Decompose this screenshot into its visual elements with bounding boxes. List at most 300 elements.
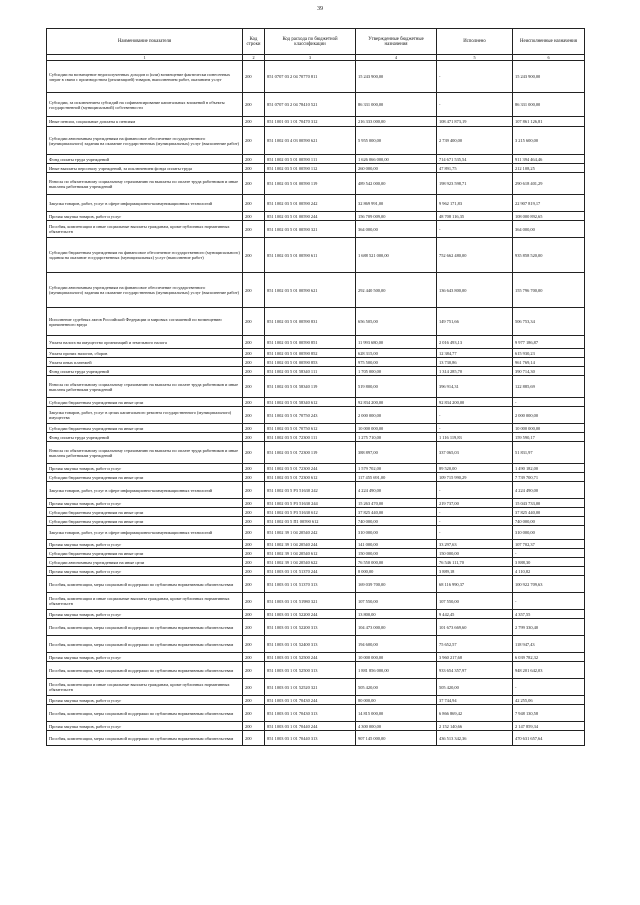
row-name: Субсидии бюджетным учреждениям на иные цели <box>47 549 243 558</box>
row-approved: 1 881 856 000,00 <box>356 662 437 679</box>
row-unexecuted: 107 861 126,81 <box>513 117 585 127</box>
row-line-code: 200 <box>243 722 265 731</box>
row-approved: 519 800,00 <box>356 376 437 398</box>
row-line-code: 200 <box>243 273 265 308</box>
table-row <box>47 610 585 619</box>
row-executed: - <box>437 61 513 93</box>
row-unexecuted: 15 043 733,00 <box>513 499 585 508</box>
row-executed: 752 662 480,00 <box>437 238 513 273</box>
row-unexecuted: 1 490 182,00 <box>513 464 585 473</box>
table-row <box>47 93 585 117</box>
row-line-code: 200 <box>243 679 265 696</box>
row-unexecuted: 740 000,00 <box>513 517 585 526</box>
row-executed: 68 116 990,37 <box>437 576 513 593</box>
row-name: Субсидии бюджетным учреждениям на иные цели <box>47 508 243 517</box>
row-approved: 1 705 000,00 <box>356 367 437 376</box>
row-unexecuted: 935 858 520,00 <box>513 238 585 273</box>
row-approved: 1 579 702,00 <box>356 464 437 473</box>
row-kbk: 851 1002 03 5 01 00590 119 <box>265 173 356 195</box>
row-executed: 75 652,57 <box>437 636 513 653</box>
row-kbk: 851 1002 03 4 03 00590 621 <box>265 127 356 155</box>
row-name: Прочая закупка товаров, работ и услуг <box>47 567 243 576</box>
row-executed: 6 866 869,42 <box>437 705 513 722</box>
row-line-code: 200 <box>243 576 265 593</box>
table-row <box>47 127 585 155</box>
row-approved: 656 505,00 <box>356 308 437 336</box>
row-approved: 80 000,00 <box>356 696 437 705</box>
row-name: Субсидии автономным учреждениям на финансовое обеспечение государственного (муниципального) задания на оказание государственных (муниципальных) услуг (выполнение работ) <box>47 273 243 308</box>
row-executed: 101 673 669,60 <box>437 619 513 636</box>
row-name: Пособия, компенсации и иные социальные выплаты гражданам, кроме публичных нормативных обязательств <box>47 679 243 696</box>
row-unexecuted: 390 714,30 <box>513 367 585 376</box>
row-executed: 89 520,00 <box>437 464 513 473</box>
row-name: Субсидии бюджетным учреждениям на иные цели <box>47 424 243 433</box>
row-line-code: 200 <box>243 195 265 212</box>
row-line-code: 200 <box>243 238 265 273</box>
row-name: Субсидии бюджетным учреждениям на иные цели <box>47 398 243 407</box>
table-row <box>47 407 585 424</box>
row-line-code: 200 <box>243 336 265 349</box>
row-executed: 9 442,45 <box>437 610 513 619</box>
row-executed: 505 420,00 <box>437 679 513 696</box>
table-row <box>47 567 585 576</box>
table-row <box>47 433 585 442</box>
table-row <box>47 619 585 636</box>
row-line-code: 200 <box>243 221 265 238</box>
row-unexecuted: 108 000 892,65 <box>513 212 585 221</box>
table-row <box>47 549 585 558</box>
row-name: Субсидии, за исключением субсидий на софинансирование капитальных вложений в объекты государственной (муниципальной) собственности <box>47 93 243 117</box>
row-line-code: 200 <box>243 619 265 636</box>
row-approved: 2 000 000,00 <box>356 407 437 424</box>
row-kbk: 851 1003 03 1 01 52200 244 <box>265 610 356 619</box>
table-row <box>47 61 585 93</box>
row-executed: 1 314 285,70 <box>437 367 513 376</box>
row-approved: 975 500,00 <box>356 358 437 367</box>
table-row <box>47 442 585 464</box>
row-line-code: 200 <box>243 499 265 508</box>
row-line-code: 200 <box>243 442 265 464</box>
row-line-code: 200 <box>243 558 265 567</box>
row-name: Уплата прочих налогов, сборов <box>47 349 243 358</box>
row-unexecuted: - <box>513 549 585 558</box>
row-kbk: 851 1002 03 5 01 72300 244 <box>265 464 356 473</box>
row-name: Фонд оплаты труда учреждений <box>47 155 243 164</box>
row-unexecuted: 7 948 130,58 <box>513 705 585 722</box>
row-unexecuted: 9 977 186,87 <box>513 336 585 349</box>
row-approved: 5 955 000,00 <box>356 127 437 155</box>
row-unexecuted: 100 922 709,63 <box>513 576 585 593</box>
row-line-code: 200 <box>243 164 265 173</box>
row-unexecuted: 15 243 900,00 <box>513 61 585 93</box>
row-executed: 13 730,86 <box>437 358 513 367</box>
row-approved: 15 263 470,00 <box>356 499 437 508</box>
table-row <box>47 173 585 195</box>
row-name: Прочая закупка товаров, работ и услуг <box>47 610 243 619</box>
row-line-code: 200 <box>243 117 265 127</box>
row-approved: 107 550,00 <box>356 593 437 610</box>
row-executed: - <box>437 517 513 526</box>
row-approved: 14 815 000,00 <box>356 705 437 722</box>
row-unexecuted: 506 753,34 <box>513 308 585 336</box>
row-name: Субсидии бюджетным учреждениям на иные цели <box>47 473 243 482</box>
table-row <box>47 221 585 238</box>
row-unexecuted: - <box>513 679 585 696</box>
budget-execution-table <box>46 28 585 746</box>
column-number: 1 <box>47 55 243 61</box>
row-unexecuted: 22 907 819,17 <box>513 195 585 212</box>
row-executed: - <box>437 482 513 499</box>
row-kbk: 851 1003 03 1 01 51370 244 <box>265 567 356 576</box>
row-executed: 33 297,63 <box>437 540 513 549</box>
header-executed: Исполнено <box>437 29 513 55</box>
table-row <box>47 517 585 526</box>
row-line-code: 200 <box>243 636 265 653</box>
row-approved: 628 315,00 <box>356 349 437 358</box>
row-approved: 1 688 521 000,00 <box>356 238 437 273</box>
row-kbk: 851 1002 03 5 01 00590 244 <box>265 212 356 221</box>
row-kbk: 851 1002 03 5 01 00590 853 <box>265 358 356 367</box>
row-approved: 11 993 680,00 <box>356 336 437 349</box>
column-number: 2 <box>243 55 265 61</box>
row-executed: 107 550,00 <box>437 593 513 610</box>
row-line-code: 200 <box>243 662 265 679</box>
row-unexecuted: 118 947,43 <box>513 636 585 653</box>
row-approved: 169 039 700,00 <box>356 576 437 593</box>
row-approved: 92 834 200,00 <box>356 398 437 407</box>
table-row <box>47 499 585 508</box>
table-row <box>47 164 585 173</box>
row-approved: 86 331 000,00 <box>356 93 437 117</box>
row-approved: 216 333 000,00 <box>356 117 437 127</box>
row-executed: 219 737,00 <box>437 499 513 508</box>
row-kbk: 851 1003 03 1 01 52520 321 <box>265 679 356 696</box>
row-approved: 489 542 000,00 <box>356 173 437 195</box>
table-row <box>47 662 585 679</box>
header-name: Наименование показателя <box>47 29 243 55</box>
row-executed: 47 891,75 <box>437 164 513 173</box>
row-approved: 117 455 691,00 <box>356 473 437 482</box>
row-name: Иные пенсии, социальные доплаты к пенсиям <box>47 117 243 127</box>
row-kbk: 851 1002 03 5 01 58340 111 <box>265 367 356 376</box>
row-kbk: 851 1002 03 5 01 58340 612 <box>265 398 356 407</box>
row-approved: 1 626 066 000,00 <box>356 155 437 164</box>
row-unexecuted: 4 110,82 <box>513 567 585 576</box>
row-unexecuted: 290 618 401,29 <box>513 173 585 195</box>
row-executed: - <box>437 221 513 238</box>
row-unexecuted: 122 885,69 <box>513 376 585 398</box>
row-unexecuted: 107 702,37 <box>513 540 585 549</box>
row-name: Уплата иных платежей <box>47 358 243 367</box>
row-kbk: 851 1002 03 5 01 00590 321 <box>265 221 356 238</box>
row-name: Прочая закупка товаров, работ и услуг <box>47 653 243 662</box>
row-line-code: 200 <box>243 696 265 705</box>
row-unexecuted: 7 739 700,71 <box>513 473 585 482</box>
row-kbk: 851 1002 03 5 01 00590 852 <box>265 349 356 358</box>
table-row <box>47 117 585 127</box>
row-name: Исполнение судебных актов Российской Федерации и мировых соглашений по возмещению причиненного вреда <box>47 308 243 336</box>
row-kbk: 851 0707 03 2 04 78410 521 <box>265 93 356 117</box>
row-line-code: 200 <box>243 567 265 576</box>
row-name: Закупка товаров, работ, услуг в целях капитального ремонта государственного (муниципального) имущества <box>47 407 243 424</box>
row-executed: 76 546 111,70 <box>437 558 513 567</box>
table-row <box>47 336 585 349</box>
table-row <box>47 722 585 731</box>
row-name: Уплата налога на имущество организаций и земельного налога <box>47 336 243 349</box>
row-line-code: 200 <box>243 155 265 164</box>
row-kbk: 851 1002 03 5 01 00590 242 <box>265 195 356 212</box>
page-number: 39 <box>317 6 323 12</box>
row-line-code: 200 <box>243 407 265 424</box>
row-approved: 1 275 710,00 <box>356 433 437 442</box>
row-unexecuted: 364 000,00 <box>513 221 585 238</box>
row-name: Пособия, компенсации, меры социальной поддержки по публичным нормативным обязательствам <box>47 662 243 679</box>
row-line-code: 200 <box>243 212 265 221</box>
row-kbk: 851 1002 03 5 01 00590 111 <box>265 155 356 164</box>
row-executed: 48 708 116,35 <box>437 212 513 221</box>
row-unexecuted: 470 631 657,64 <box>513 731 585 746</box>
row-line-code: 200 <box>243 705 265 722</box>
row-kbk: 851 1003 03 1 01 52400 313 <box>265 636 356 653</box>
row-approved: 37 825 440,00 <box>356 508 437 517</box>
table-row <box>47 464 585 473</box>
row-line-code: 200 <box>243 517 265 526</box>
table-row <box>47 358 585 367</box>
column-number: 5 <box>437 55 513 61</box>
table-row <box>47 212 585 221</box>
row-name: Прочая закупка товаров, работ и услуг <box>47 212 243 221</box>
row-unexecuted: 911 394 464,46 <box>513 155 585 164</box>
row-line-code: 200 <box>243 464 265 473</box>
row-kbk: 851 1002 03 5 P3 51630 612 <box>265 508 356 517</box>
row-name: Закупка товаров, работ, услуг в сфере информационно-коммуникационных технологий <box>47 482 243 499</box>
row-name: Прочая закупка товаров, работ и услуг <box>47 499 243 508</box>
row-approved: 32 869 991,00 <box>356 195 437 212</box>
row-line-code: 200 <box>243 433 265 442</box>
row-kbk: 851 1003 03 1 01 70430 244 <box>265 696 356 705</box>
table-row <box>47 349 585 358</box>
row-unexecuted: 961 769,14 <box>513 358 585 367</box>
table-row <box>47 576 585 593</box>
table-row <box>47 636 585 653</box>
row-name: Субсидии бюджетным учреждениям на финансовое обеспечение государственного (муниципального) задания на оказание государственных (муниципальных) услуг (выполнение работ) <box>47 238 243 273</box>
row-kbk: 851 1002 03 5 П1 00590 612 <box>265 517 356 526</box>
row-kbk: 851 1002 03 5 01 00590 621 <box>265 273 356 308</box>
row-unexecuted: 2 799 330,40 <box>513 619 585 636</box>
row-approved: 505 420,00 <box>356 679 437 696</box>
row-executed: 1 116 119,83 <box>437 433 513 442</box>
row-approved: 388 897,00 <box>356 442 437 464</box>
row-kbk: 851 1002 03 5 01 70750 243 <box>265 407 356 424</box>
row-unexecuted: 2 000 000,00 <box>513 407 585 424</box>
row-kbk: 851 1003 03 1 01 70440 244 <box>265 722 356 731</box>
row-approved: 76 550 000,00 <box>356 558 437 567</box>
row-unexecuted: 10 000 000,00 <box>513 424 585 433</box>
table-row <box>47 526 585 540</box>
row-executed: - <box>437 407 513 424</box>
row-name: Прочая закупка товаров, работ и услуг <box>47 540 243 549</box>
row-line-code: 200 <box>243 376 265 398</box>
row-name: Прочая закупка товаров, работ и услуг <box>47 464 243 473</box>
row-executed: 2 739 400,00 <box>437 127 513 155</box>
row-unexecuted: 615 930,23 <box>513 349 585 358</box>
row-kbk: 851 1002 03 5 01 00590 611 <box>265 238 356 273</box>
row-approved: 907 145 000,00 <box>356 731 437 746</box>
row-name: Закупка товаров, работ, услуг в сфере информационно-коммуникационных технологий <box>47 526 243 540</box>
row-name: Пособия, компенсации и иные социальные выплаты гражданам, кроме публичных нормативных обязательств <box>47 593 243 610</box>
row-executed: 37 744,94 <box>437 696 513 705</box>
row-executed: 3 889,18 <box>437 567 513 576</box>
row-line-code: 200 <box>243 653 265 662</box>
row-line-code: 200 <box>243 358 265 367</box>
row-name: Иные выплаты персоналу учреждений, за исключением фонда оплаты труда <box>47 164 243 173</box>
row-name: Субсидии на возмещение недополученных доходов и (или) возмещение фактически понесенных затрат в связи с производством (реализацией) товаров, выполнением работ, оказанием услуг <box>47 61 243 93</box>
row-unexecuted: 159 590,17 <box>513 433 585 442</box>
row-approved: 310 000,00 <box>356 526 437 540</box>
row-unexecuted: 310 000,00 <box>513 526 585 540</box>
row-kbk: 851 1003 03 1 01 52200 313 <box>265 619 356 636</box>
row-approved: 13 800,00 <box>356 610 437 619</box>
row-kbk: 851 1002 39 1 04 20540 622 <box>265 558 356 567</box>
row-unexecuted: 3 888,30 <box>513 558 585 567</box>
row-name: Субсидии бюджетным учреждениям на иные цели <box>47 517 243 526</box>
row-name: Закупка товаров, работ, услуг в сфере информационно-коммуникационных технологий <box>47 195 243 212</box>
row-executed: - <box>437 93 513 117</box>
row-unexecuted: 948 201 642,03 <box>513 662 585 679</box>
row-kbk: 851 1002 03 5 01 00590 851 <box>265 336 356 349</box>
table-row <box>47 273 585 308</box>
row-line-code: 200 <box>243 398 265 407</box>
table-row <box>47 155 585 164</box>
row-name: Фонд оплаты труда учреждений <box>47 367 243 376</box>
row-kbk: 851 1002 03 5 01 72300 612 <box>265 473 356 482</box>
row-line-code: 200 <box>243 610 265 619</box>
row-name: Пособия, компенсации, меры социальной поддержки по публичным нормативным обязательствам <box>47 576 243 593</box>
row-executed: - <box>437 508 513 517</box>
table-row <box>47 705 585 722</box>
row-name: Взносы по обязательному социальному страхованию на выплаты по оплате труда работников и иные выплаты работникам учреждений <box>47 173 243 195</box>
row-unexecuted: 4 357,55 <box>513 610 585 619</box>
row-kbk: 851 1002 03 5 01 72300 119 <box>265 442 356 464</box>
table-row <box>47 653 585 662</box>
row-kbk: 851 1002 39 1 04 20540 244 <box>265 540 356 549</box>
row-line-code: 200 <box>243 473 265 482</box>
row-kbk: 851 1003 03 1 01 51980 321 <box>265 593 356 610</box>
row-kbk: 851 1002 03 5 01 00590 112 <box>265 164 356 173</box>
row-kbk: 851 1003 03 1 01 70430 313 <box>265 705 356 722</box>
row-approved: 8 000,00 <box>356 567 437 576</box>
row-line-code: 200 <box>243 349 265 358</box>
row-executed: 109 715 990,29 <box>437 473 513 482</box>
row-unexecuted: 51 831,97 <box>513 442 585 464</box>
row-executed: 396 914,31 <box>437 376 513 398</box>
row-approved: 104 473 000,00 <box>356 619 437 636</box>
table-row <box>47 238 585 273</box>
table-row <box>47 558 585 567</box>
row-name: Пособия, компенсации, меры социальной поддержки по публичным нормативным обязательствам <box>47 705 243 722</box>
row-executed: 2 016 493,13 <box>437 336 513 349</box>
row-line-code: 200 <box>243 508 265 517</box>
row-kbk: 851 0707 03 2 04 70770 811 <box>265 61 356 93</box>
row-line-code: 200 <box>243 127 265 155</box>
table-row <box>47 473 585 482</box>
table-row <box>47 308 585 336</box>
row-kbk: 851 1002 39 1 04 20540 242 <box>265 526 356 540</box>
row-executed: 2 152 140,66 <box>437 722 513 731</box>
row-name: Фонд оплаты труда учреждений <box>47 433 243 442</box>
row-unexecuted: 3 215 600,00 <box>513 127 585 155</box>
row-approved: 150 000,00 <box>356 549 437 558</box>
row-executed: - <box>437 526 513 540</box>
table-row <box>47 367 585 376</box>
table-row <box>47 696 585 705</box>
row-unexecuted: 42 255,06 <box>513 696 585 705</box>
row-executed: 436 513 342,36 <box>437 731 513 746</box>
table-row <box>47 593 585 610</box>
row-executed: 933 654 357,97 <box>437 662 513 679</box>
row-executed: 714 671 535,54 <box>437 155 513 164</box>
row-approved: 260 000,00 <box>356 164 437 173</box>
row-line-code: 200 <box>243 593 265 610</box>
row-executed: 150 000,00 <box>437 549 513 558</box>
row-kbk: 851 1002 03 5 01 70750 612 <box>265 424 356 433</box>
row-kbk: 851 1002 03 5 01 58340 119 <box>265 376 356 398</box>
column-number: 6 <box>513 55 585 61</box>
header-line-code: Код строки <box>243 29 265 55</box>
row-line-code: 200 <box>243 549 265 558</box>
row-kbk: 851 1002 39 1 04 20540 612 <box>265 549 356 558</box>
row-line-code: 200 <box>243 308 265 336</box>
row-approved: 194 600,00 <box>356 636 437 653</box>
column-number: 3 <box>265 55 356 61</box>
column-number: 4 <box>356 55 437 61</box>
row-name: Прочая закупка товаров, работ и услуг <box>47 696 243 705</box>
row-name: Взносы по обязательному социальному страхованию на выплаты по оплате труда работников и иные выплаты работникам учреждений <box>47 442 243 464</box>
row-unexecuted: - <box>513 593 585 610</box>
row-executed: 337 065,03 <box>437 442 513 464</box>
row-approved: 740 000,00 <box>356 517 437 526</box>
row-kbk: 851 1001 03 1 01 70470 312 <box>265 117 356 127</box>
row-line-code: 200 <box>243 540 265 549</box>
row-unexecuted: - <box>513 398 585 407</box>
row-executed: 108 471 873,19 <box>437 117 513 127</box>
table-row <box>47 731 585 746</box>
row-approved: 10 000 000,00 <box>356 653 437 662</box>
row-name: Прочая закупка товаров, работ и услуг <box>47 722 243 731</box>
row-approved: 4 300 000,00 <box>356 722 437 731</box>
row-kbk: 851 1002 03 5 P3 51630 244 <box>265 499 356 508</box>
row-approved: 4 224 490,00 <box>356 482 437 499</box>
table-row <box>47 398 585 407</box>
row-line-code: 200 <box>243 93 265 117</box>
table-row <box>47 679 585 696</box>
row-executed: 12 384,77 <box>437 349 513 358</box>
row-approved: 364 000,00 <box>356 221 437 238</box>
table-row <box>47 376 585 398</box>
row-approved: 10 000 000,00 <box>356 424 437 433</box>
row-unexecuted: 37 825 440,00 <box>513 508 585 517</box>
row-approved: 141 000,00 <box>356 540 437 549</box>
row-unexecuted: 2 147 859,34 <box>513 722 585 731</box>
table-row <box>47 540 585 549</box>
row-line-code: 200 <box>243 731 265 746</box>
row-kbk: 851 1003 03 1 01 52500 313 <box>265 662 356 679</box>
table-row <box>47 508 585 517</box>
row-line-code: 200 <box>243 367 265 376</box>
row-approved: 292 440 500,00 <box>356 273 437 308</box>
row-executed: 92 834 200,00 <box>437 398 513 407</box>
row-line-code: 200 <box>243 61 265 93</box>
